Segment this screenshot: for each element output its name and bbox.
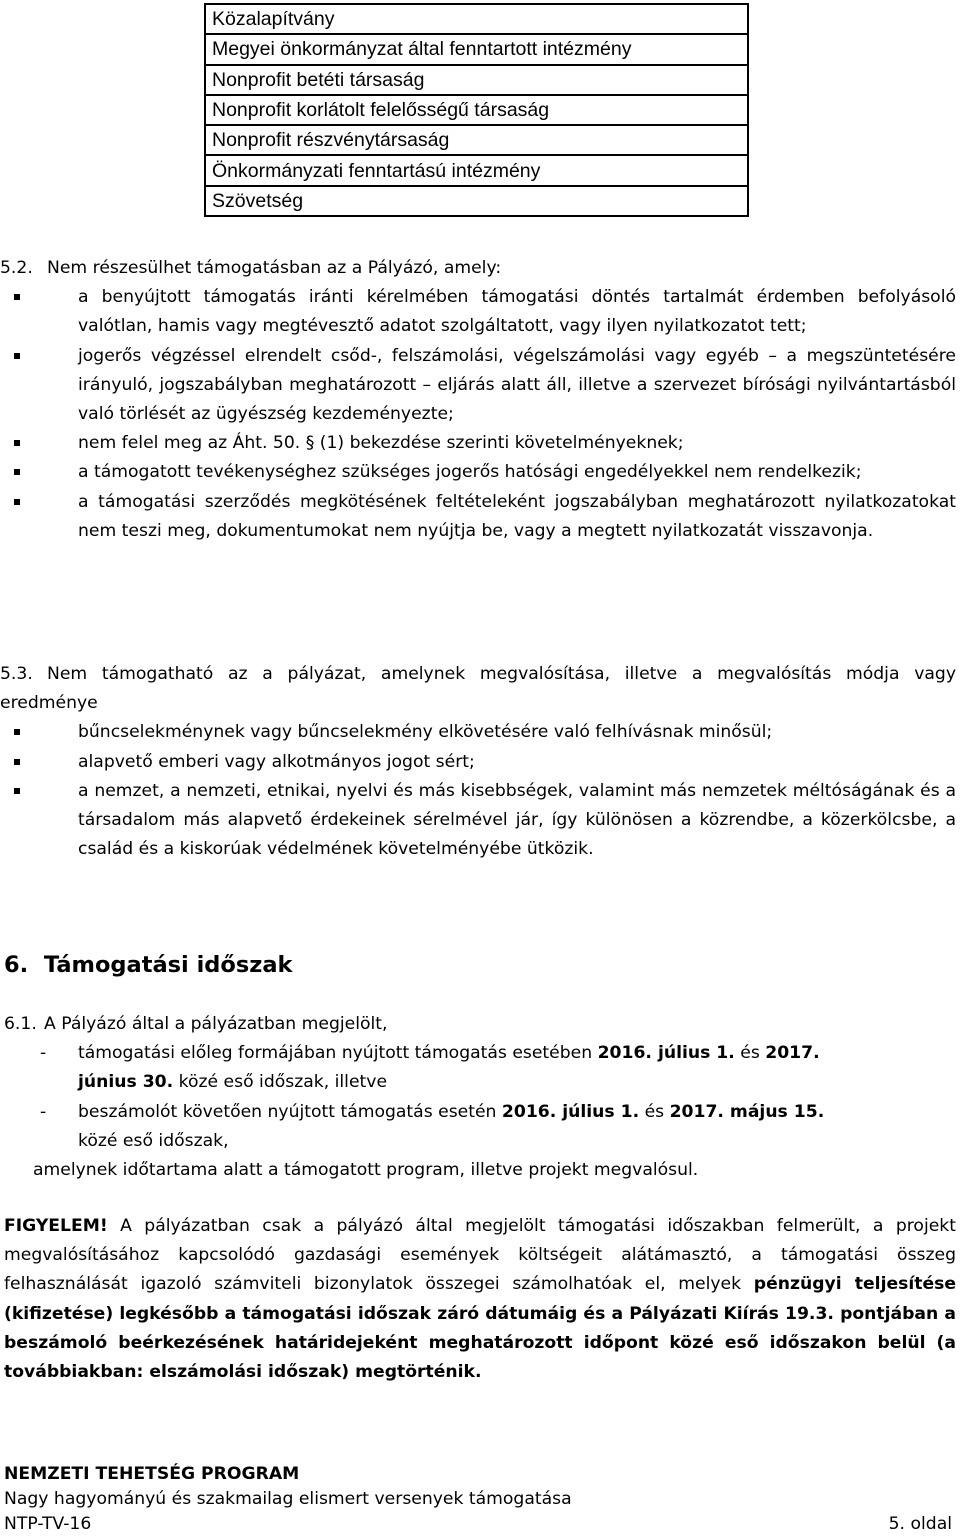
section-5-2-bullets [0,283,956,546]
organization-type-table [204,3,749,217]
footer-bottom-row [4,1512,956,1537]
list-item: alapvető emberi vagy alkotmányos jogot sért; [0,748,956,777]
table-cell: Nonprofit részvénytársaság [205,125,748,155]
warning-label: FIGYELEM! [4,1216,108,1236]
table-cell: Nonprofit korlátolt felelősségű társaság [205,95,748,125]
footer-program-title: NEMZETI TEHETSÉG PROGRAM [4,1464,300,1484]
section-5-3-bullets [0,718,956,864]
table-row [205,155,748,185]
section-number: 6. [4,952,29,978]
organization-type-rows [205,4,748,216]
section-6-heading [4,952,293,978]
section-5-3-intro: 5.3. Nem támogatható az a pályázat, amelynek megvalósítása, illetve a megvalósítás módja vagy eredménye [0,660,956,718]
table-cell: Nonprofit betéti társaság [205,65,748,95]
table-row [205,4,748,34]
section-title: Támogatási időszak [43,952,293,978]
section-5-2 [0,254,956,546]
section-6-1-tail: amelynek időtartama alatt a támogatott program, illetve projekt megvalósul. [33,1160,699,1181]
page-footer [4,1462,956,1537]
table-cell: Önkormányzati fenntartású intézmény [205,155,748,185]
dash-item: - beszámolót követően nyújtott támogatás esetén 2016. július 1. és 2017. május 15. közé eső időszak, [40,1101,825,1151]
dash-item: - támogatási előleg formájában nyújtott támogatás esetében 2016. július 1. és 2017. június 30. közé eső időszak, illetve [40,1043,820,1093]
section-number: 5.3. [0,664,33,684]
list-item: a nemzet, a nemzeti, etnikai, nyelvi és más kisebbségek, valamint más nemzetek méltóságának és a társadalom más alapvető érdekeinek sérelmével jár, így különösen a közrendbe, a közerkölcsbe, a család és a kiskorúak védelmének követelményébe ütközik. [0,777,956,865]
section-5-3 [0,660,956,864]
section-6-1 [0,1010,956,1185]
table-cell: Közalapítvány [205,4,748,34]
list-item: jogerős végzéssel elrendelt csőd-, felszámolási, végelszámolási vagy egyéb – a megszüntetésére irányuló, jogszabályban meghatározott – eljárás alatt áll, illetve a szervezet bírósági nyilvántartásból való törlését az ügyészség kezdeményezte; [0,342,956,430]
table-cell: Megyei önkormányzat által fenntartott intézmény [205,34,748,64]
table-row [205,65,748,95]
list-item: a támogatási szerződés megkötésének feltételeként jogszabályban meghatározott nyilatkozatokat nem teszi meg, dokumentumokat nem nyújtja be, vagy a megtett nyilatkozatát visszavonja. [0,488,956,546]
list-item: bűncselekménynek vagy bűncselekmény elkövetésére való felhívásnak minősül; [0,718,956,747]
list-item: a támogatott tevékenységhez szükséges jogerős hatósági engedélyekkel nem rendelkezik; [0,458,956,487]
table-row [205,34,748,64]
section-number: 6.1. [4,1014,37,1034]
section-6-1-intro: 6.1. A Pályázó által a pályázatban megjelölt, [0,1010,956,1039]
section-5-2-intro: 5.2. Nem részesülhet támogatásban az a Pályázó, amely: [0,254,956,283]
page-number: 5. oldal [888,1514,952,1534]
section-number: 5.2. [0,258,33,278]
table-row [205,186,748,216]
list-item: a benyújtott támogatás iránti kérelmében támogatási döntés tartalmát érdemben befolyásoló valótlan, hamis vagy megtévesztő adatot szolgáltatott, vagy ilyen nyilatkozatot tett; [0,283,956,341]
footer-subtitle: Nagy hagyományú és szakmailag elismert versenyek támogatása [4,1489,572,1509]
table-row [205,95,748,125]
table-cell: Szövetség [205,186,748,216]
footer-code: NTP-TV-16 [4,1514,92,1534]
table-row [205,125,748,155]
list-item: nem felel meg az Áht. 50. § (1) bekezdése szerinti követelményeknek; [0,429,956,458]
warning-paragraph: FIGYELEM! A pályázatban csak a pályázó által megjelölt támogatási időszakban felmerült, a projekt megvalósításához kapcsolódó gazdasági események költségeit alátámasztó, a támogatási összeg felhasználását igazoló számviteli bizonylatok összegei számolhatóak el, melyek pénzügyi teljesítése (kifizetése) legkésőbb a támogatási időszak záró dátumáig és a Pályázati Kiírás 19.3. pontjában a beszámoló beérkezésének határidejeként meghatározott időpont közé eső időszakon belül (a továbbiakban: elszámolási időszak) megtörténik. [4,1216,957,1383]
